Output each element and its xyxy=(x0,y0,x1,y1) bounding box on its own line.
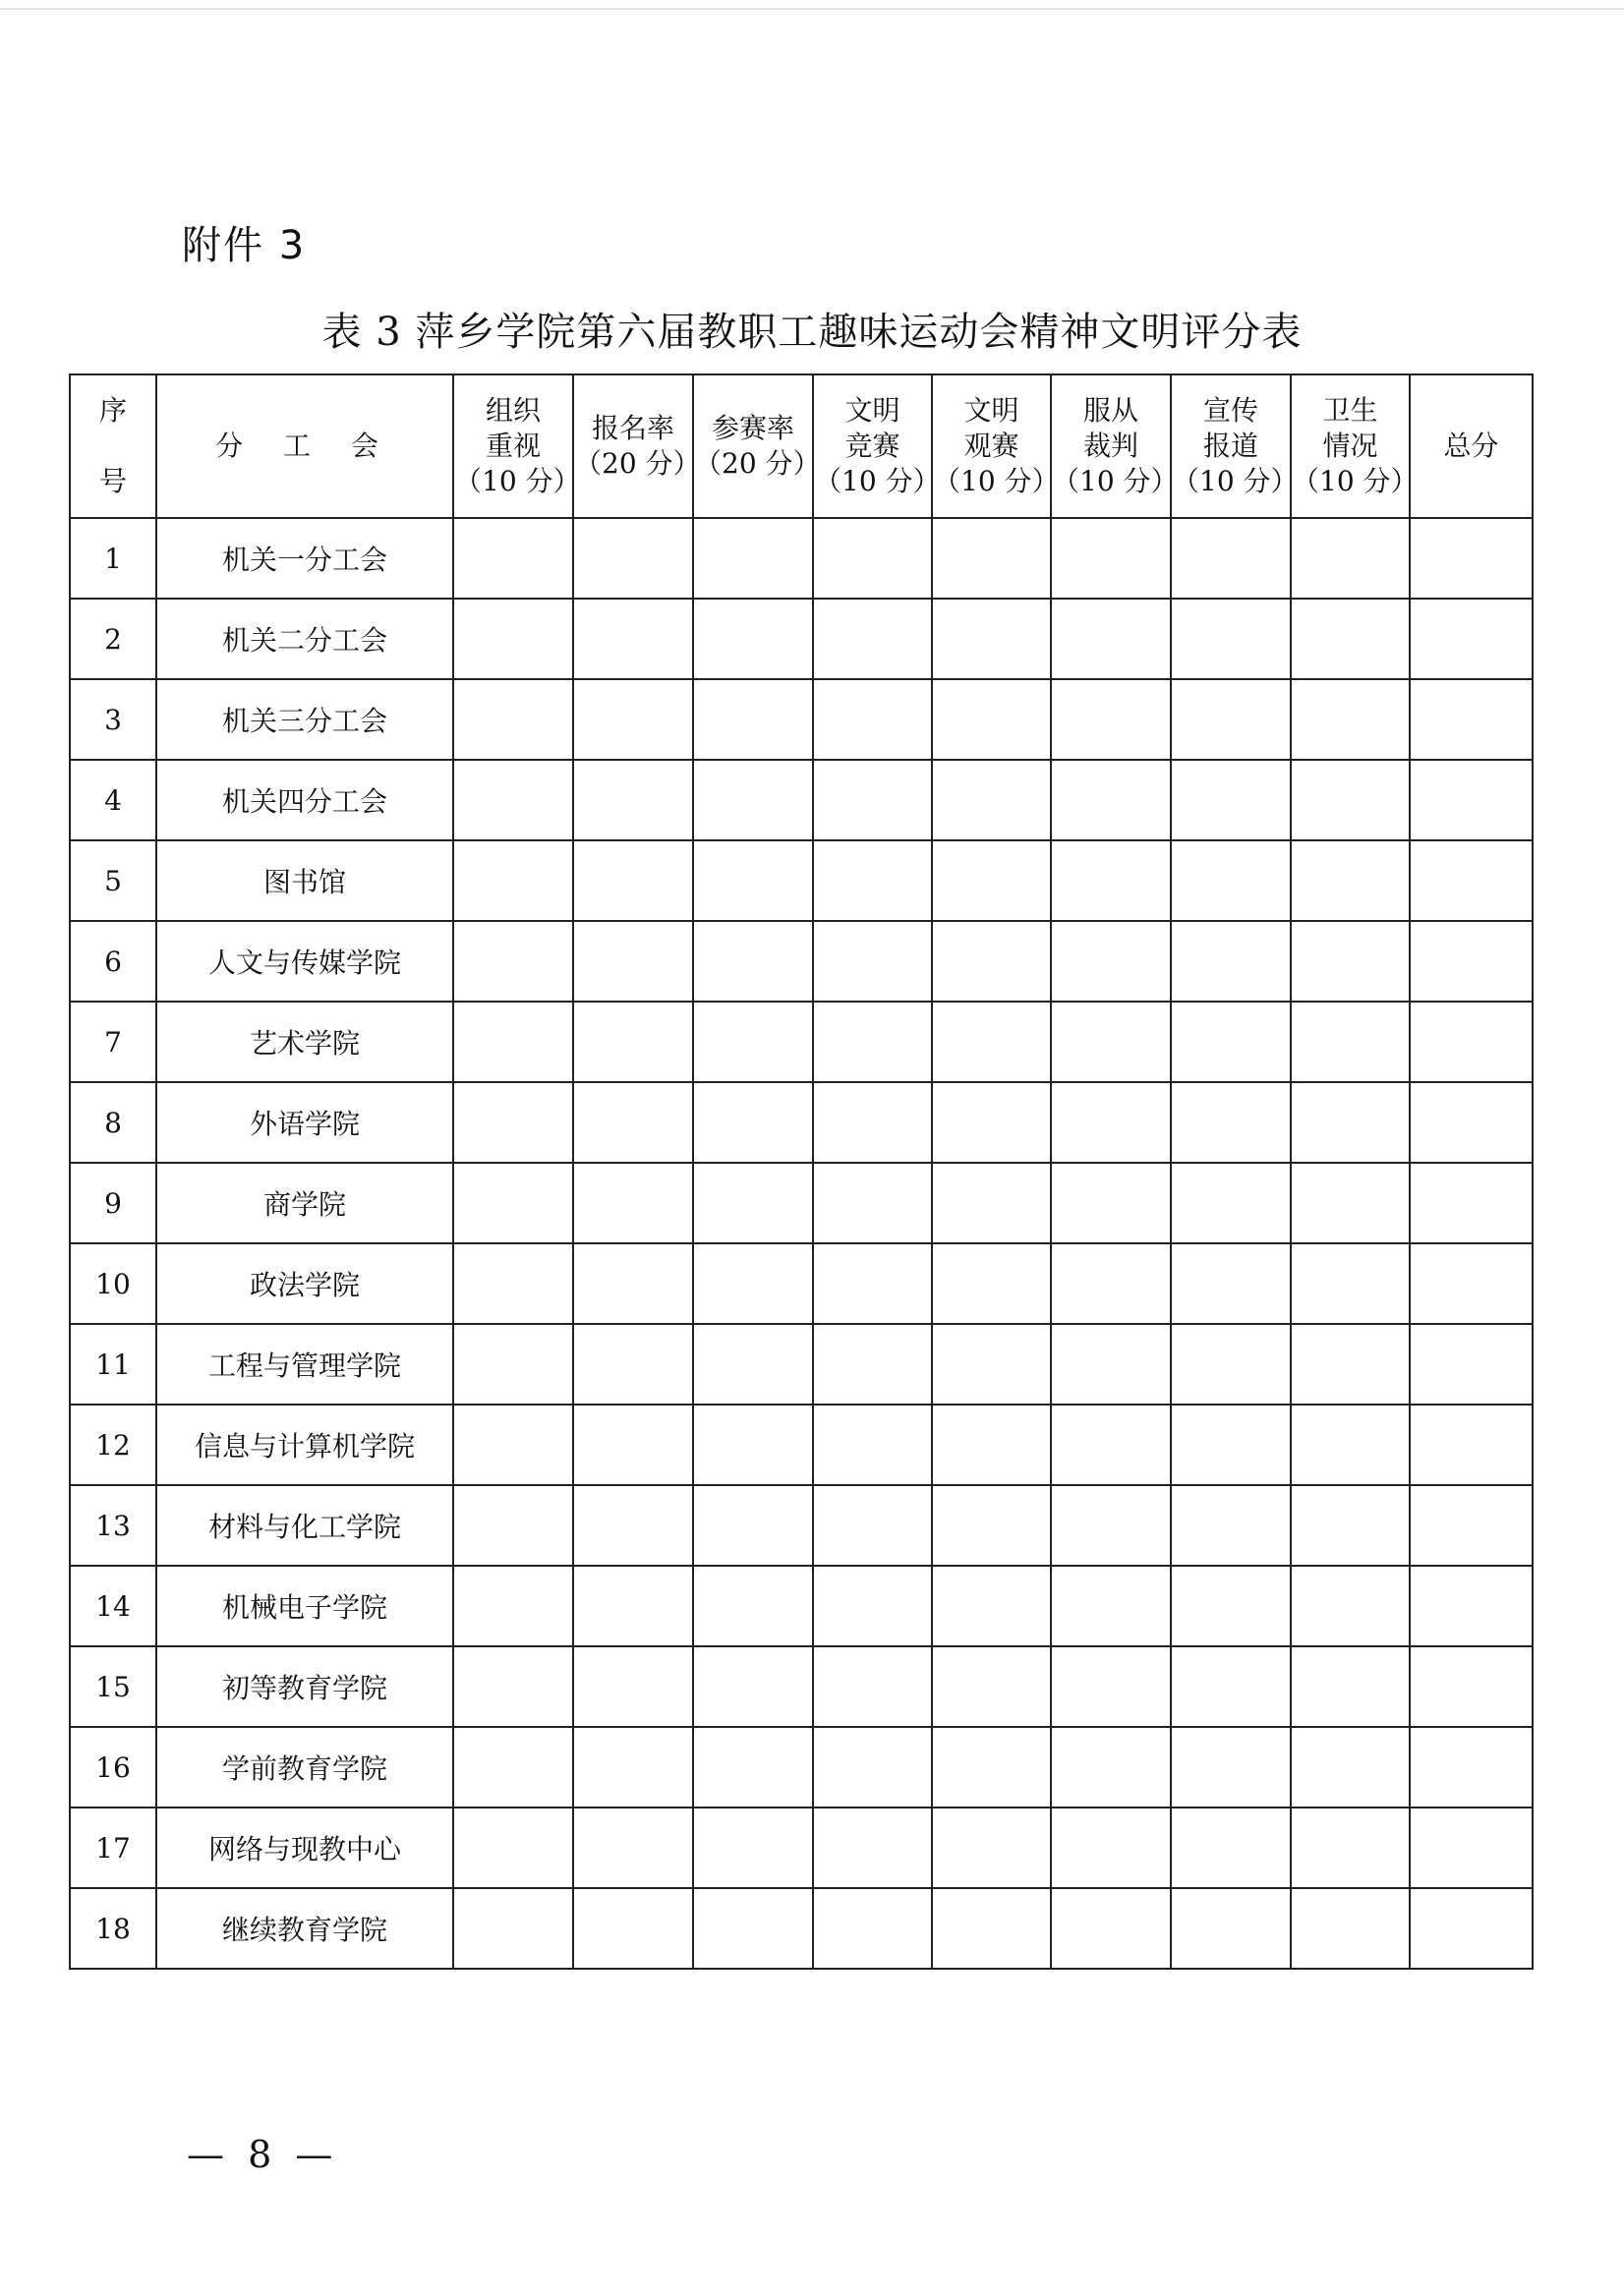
row-seq: 15 xyxy=(70,1646,156,1727)
score-cell[interactable] xyxy=(693,1405,813,1485)
score-cell[interactable] xyxy=(693,840,813,921)
score-cell[interactable] xyxy=(1171,1485,1291,1566)
score-cell[interactable] xyxy=(1410,1727,1533,1808)
score-cell[interactable] xyxy=(453,599,573,679)
score-cell[interactable] xyxy=(813,1163,932,1243)
header-signup: 报名率 （20 分） xyxy=(573,374,693,518)
row-union-name: 政法学院 xyxy=(156,1243,453,1324)
score-cell[interactable] xyxy=(813,1002,932,1082)
score-cell[interactable] xyxy=(813,1727,932,1808)
score-cell[interactable] xyxy=(813,1808,932,1888)
score-cell[interactable] xyxy=(693,679,813,760)
score-cell[interactable] xyxy=(1171,1082,1291,1163)
score-cell[interactable] xyxy=(932,921,1051,1002)
score-cell[interactable] xyxy=(932,760,1051,840)
score-cell[interactable] xyxy=(1410,1888,1533,1969)
row-union-name: 商学院 xyxy=(156,1163,453,1243)
row-union-name: 艺术学院 xyxy=(156,1002,453,1082)
score-cell[interactable] xyxy=(1291,1888,1410,1969)
row-union-name: 继续教育学院 xyxy=(156,1888,453,1969)
score-cell[interactable] xyxy=(1291,840,1410,921)
row-union-name: 工程与管理学院 xyxy=(156,1324,453,1405)
score-cell[interactable] xyxy=(693,518,813,599)
score-cell[interactable] xyxy=(1171,921,1291,1002)
table-row xyxy=(70,1324,1533,1405)
score-cell[interactable] xyxy=(1291,679,1410,760)
score-cell[interactable] xyxy=(453,1808,573,1888)
score-cell[interactable] xyxy=(1410,1405,1533,1485)
score-cell[interactable] xyxy=(453,1566,573,1646)
score-cell[interactable] xyxy=(1291,599,1410,679)
row-union-name: 机关四分工会 xyxy=(156,760,453,840)
row-union-name: 机关二分工会 xyxy=(156,599,453,679)
score-cell[interactable] xyxy=(1410,760,1533,840)
score-cell[interactable] xyxy=(1291,921,1410,1002)
row-union-name: 材料与化工学院 xyxy=(156,1485,453,1566)
table-row xyxy=(70,1002,1533,1082)
score-cell[interactable] xyxy=(1051,1324,1171,1405)
score-cell[interactable] xyxy=(813,760,932,840)
score-cell[interactable] xyxy=(1051,760,1171,840)
table-row xyxy=(70,1405,1533,1485)
score-cell[interactable] xyxy=(573,599,693,679)
score-cell[interactable] xyxy=(453,1082,573,1163)
score-cell[interactable] xyxy=(1051,1727,1171,1808)
row-union-name: 网络与现教中心 xyxy=(156,1808,453,1888)
score-cell[interactable] xyxy=(1410,1082,1533,1163)
score-cell[interactable] xyxy=(573,760,693,840)
score-cell[interactable] xyxy=(1291,1163,1410,1243)
score-cell[interactable] xyxy=(1171,1002,1291,1082)
score-cell[interactable] xyxy=(693,1082,813,1163)
score-cell[interactable] xyxy=(453,1002,573,1082)
score-cell[interactable] xyxy=(573,1566,693,1646)
score-cell[interactable] xyxy=(573,1808,693,1888)
score-cell[interactable] xyxy=(1171,1566,1291,1646)
score-cell[interactable] xyxy=(1291,1002,1410,1082)
score-cell[interactable] xyxy=(693,1485,813,1566)
row-seq: 5 xyxy=(70,840,156,921)
table-row xyxy=(70,1243,1533,1324)
score-cell[interactable] xyxy=(573,1646,693,1727)
score-cell[interactable] xyxy=(1291,1566,1410,1646)
score-cell[interactable] xyxy=(1410,1002,1533,1082)
table-row xyxy=(70,1566,1533,1646)
score-cell[interactable] xyxy=(1291,1324,1410,1405)
score-cell[interactable] xyxy=(573,1243,693,1324)
row-union-name: 图书馆 xyxy=(156,840,453,921)
score-cell[interactable] xyxy=(453,679,573,760)
score-cell[interactable] xyxy=(573,679,693,760)
row-union-name: 机关一分工会 xyxy=(156,518,453,599)
row-seq: 10 xyxy=(70,1243,156,1324)
score-cell[interactable] xyxy=(693,1163,813,1243)
score-cell[interactable] xyxy=(1410,679,1533,760)
score-cell[interactable] xyxy=(1171,679,1291,760)
row-seq: 8 xyxy=(70,1082,156,1163)
row-seq: 2 xyxy=(70,599,156,679)
score-cell[interactable] xyxy=(453,1405,573,1485)
score-cell[interactable] xyxy=(1051,921,1171,1002)
score-cell[interactable] xyxy=(693,1646,813,1727)
score-cell[interactable] xyxy=(932,1646,1051,1727)
score-cell[interactable] xyxy=(1051,518,1171,599)
score-cell[interactable] xyxy=(573,518,693,599)
score-cell[interactable] xyxy=(453,1727,573,1808)
table-row xyxy=(70,599,1533,679)
row-seq: 9 xyxy=(70,1163,156,1243)
row-seq: 18 xyxy=(70,1888,156,1969)
header-obey-referee: 服从 裁判 （10 分） xyxy=(1051,374,1171,518)
score-cell[interactable] xyxy=(453,1324,573,1405)
score-cell[interactable] xyxy=(453,518,573,599)
score-cell[interactable] xyxy=(1410,599,1533,679)
score-cell[interactable] xyxy=(453,1243,573,1324)
score-cell[interactable] xyxy=(693,1002,813,1082)
header-organize: 组织 重视 （10 分） xyxy=(453,374,573,518)
score-cell[interactable] xyxy=(1051,1082,1171,1163)
row-union-name: 信息与计算机学院 xyxy=(156,1405,453,1485)
header-total: 总分 xyxy=(1410,374,1533,518)
row-seq: 3 xyxy=(70,679,156,760)
score-cell[interactable] xyxy=(693,1566,813,1646)
score-cell[interactable] xyxy=(693,599,813,679)
table-row xyxy=(70,840,1533,921)
score-cell[interactable] xyxy=(1051,1243,1171,1324)
score-cell[interactable] xyxy=(1291,1082,1410,1163)
table-row xyxy=(70,1808,1533,1888)
score-cell[interactable] xyxy=(813,599,932,679)
score-cell[interactable] xyxy=(932,1324,1051,1405)
header-civil-watch: 文明 观赛 （10 分） xyxy=(932,374,1051,518)
score-cell[interactable] xyxy=(573,1485,693,1566)
score-cell[interactable] xyxy=(1410,1324,1533,1405)
score-cell[interactable] xyxy=(932,1082,1051,1163)
score-cell[interactable] xyxy=(573,1888,693,1969)
row-seq: 4 xyxy=(70,760,156,840)
score-cell[interactable] xyxy=(813,1243,932,1324)
score-cell[interactable] xyxy=(1171,1405,1291,1485)
score-cell[interactable] xyxy=(453,1163,573,1243)
row-union-name: 学前教育学院 xyxy=(156,1727,453,1808)
header-hygiene: 卫生 情况 （10 分） xyxy=(1291,374,1410,518)
score-cell[interactable] xyxy=(932,1808,1051,1888)
score-cell[interactable] xyxy=(932,1727,1051,1808)
score-cell[interactable] xyxy=(1171,518,1291,599)
row-union-name: 机关三分工会 xyxy=(156,679,453,760)
score-cell[interactable] xyxy=(1171,599,1291,679)
score-cell[interactable] xyxy=(932,518,1051,599)
score-cell[interactable] xyxy=(693,1888,813,1969)
row-seq: 1 xyxy=(70,518,156,599)
score-cell[interactable] xyxy=(1171,840,1291,921)
score-cell[interactable] xyxy=(1291,760,1410,840)
score-cell[interactable] xyxy=(813,1405,932,1485)
score-cell[interactable] xyxy=(1051,1808,1171,1888)
score-cell[interactable] xyxy=(1291,1243,1410,1324)
score-cell[interactable] xyxy=(693,1324,813,1405)
table-row xyxy=(70,1485,1533,1566)
score-cell[interactable] xyxy=(1410,1243,1533,1324)
score-cell[interactable] xyxy=(453,840,573,921)
score-cell[interactable] xyxy=(1051,1646,1171,1727)
header-civil-compete: 文明 竞赛 （10 分） xyxy=(813,374,932,518)
score-cell[interactable] xyxy=(813,518,932,599)
score-cell[interactable] xyxy=(813,1082,932,1163)
score-cell[interactable] xyxy=(813,921,932,1002)
score-cell[interactable] xyxy=(1051,1566,1171,1646)
score-cell[interactable] xyxy=(573,1163,693,1243)
score-cell[interactable] xyxy=(1410,1163,1533,1243)
score-cell[interactable] xyxy=(1291,1727,1410,1808)
score-cell[interactable] xyxy=(1051,1485,1171,1566)
score-cell[interactable] xyxy=(813,1485,932,1566)
score-cell[interactable] xyxy=(1051,1002,1171,1082)
score-cell[interactable] xyxy=(693,760,813,840)
table-row xyxy=(70,760,1533,840)
score-cell[interactable] xyxy=(573,1324,693,1405)
score-cell[interactable] xyxy=(693,1243,813,1324)
score-cell[interactable] xyxy=(1410,518,1533,599)
score-cell[interactable] xyxy=(1410,1485,1533,1566)
score-cell[interactable] xyxy=(932,679,1051,760)
table-row xyxy=(70,1888,1533,1969)
score-cell[interactable] xyxy=(1171,1808,1291,1888)
score-cell[interactable] xyxy=(573,1727,693,1808)
table-row xyxy=(70,1727,1533,1808)
row-union-name: 初等教育学院 xyxy=(156,1646,453,1727)
score-cell[interactable] xyxy=(453,760,573,840)
score-cell[interactable] xyxy=(1171,1163,1291,1243)
score-cell[interactable] xyxy=(1051,1163,1171,1243)
score-cell[interactable] xyxy=(1410,921,1533,1002)
row-seq: 11 xyxy=(70,1324,156,1405)
score-cell[interactable] xyxy=(932,1888,1051,1969)
table-row xyxy=(70,518,1533,599)
score-cell[interactable] xyxy=(813,679,932,760)
score-cell[interactable] xyxy=(1291,1808,1410,1888)
score-cell[interactable] xyxy=(1291,1485,1410,1566)
score-cell[interactable] xyxy=(932,1163,1051,1243)
score-cell[interactable] xyxy=(453,1888,573,1969)
score-cell[interactable] xyxy=(1051,1888,1171,1969)
score-cell[interactable] xyxy=(1171,1888,1291,1969)
score-cell[interactable] xyxy=(693,1727,813,1808)
score-cell[interactable] xyxy=(1051,1405,1171,1485)
score-cell[interactable] xyxy=(573,1002,693,1082)
score-cell[interactable] xyxy=(932,1566,1051,1646)
score-cell[interactable] xyxy=(932,1405,1051,1485)
score-cell[interactable] xyxy=(693,1808,813,1888)
score-cell[interactable] xyxy=(813,1324,932,1405)
table-row xyxy=(70,1082,1533,1163)
row-seq: 16 xyxy=(70,1727,156,1808)
table-title: 表 3 萍乡学院第六届教职工趣味运动会精神文明评分表 xyxy=(321,310,1303,355)
score-cell[interactable] xyxy=(932,1485,1051,1566)
scan-top-edge xyxy=(0,8,1624,10)
header-row xyxy=(70,374,1533,518)
score-cell[interactable] xyxy=(1171,1324,1291,1405)
score-cell[interactable] xyxy=(1171,1243,1291,1324)
table-body xyxy=(70,518,1533,1969)
row-union-name: 外语学院 xyxy=(156,1082,453,1163)
header-publicity: 宣传 报道 （10 分） xyxy=(1171,374,1291,518)
row-seq: 13 xyxy=(70,1485,156,1566)
table-row xyxy=(70,1646,1533,1727)
score-cell[interactable] xyxy=(932,840,1051,921)
score-cell[interactable] xyxy=(573,840,693,921)
table-row xyxy=(70,921,1533,1002)
score-cell[interactable] xyxy=(813,1646,932,1727)
score-cell[interactable] xyxy=(573,1405,693,1485)
row-seq: 17 xyxy=(70,1808,156,1888)
attachment-label: 附件 3 xyxy=(182,223,307,268)
row-seq: 12 xyxy=(70,1405,156,1485)
row-seq: 6 xyxy=(70,921,156,1002)
score-cell[interactable] xyxy=(1291,1405,1410,1485)
page-number: — 8 — xyxy=(187,2133,339,2176)
score-cell[interactable] xyxy=(1171,1727,1291,1808)
score-cell[interactable] xyxy=(573,1082,693,1163)
score-cell[interactable] xyxy=(453,1485,573,1566)
score-cell[interactable] xyxy=(573,921,693,1002)
score-cell[interactable] xyxy=(932,599,1051,679)
score-cell[interactable] xyxy=(932,1002,1051,1082)
score-cell[interactable] xyxy=(1410,1566,1533,1646)
score-cell[interactable] xyxy=(1051,679,1171,760)
header-union: 分 工 会 xyxy=(156,374,453,518)
score-cell[interactable] xyxy=(1051,840,1171,921)
score-cell[interactable] xyxy=(813,840,932,921)
score-cell[interactable] xyxy=(693,921,813,1002)
table-row xyxy=(70,679,1533,760)
score-table xyxy=(69,373,1534,1970)
row-union-name: 人文与传媒学院 xyxy=(156,921,453,1002)
row-union-name: 机械电子学院 xyxy=(156,1566,453,1646)
score-cell[interactable] xyxy=(1291,1646,1410,1727)
score-cell[interactable] xyxy=(1410,840,1533,921)
row-seq: 14 xyxy=(70,1566,156,1646)
header-participation: 参赛率 （20 分） xyxy=(693,374,813,518)
score-cell[interactable] xyxy=(1051,599,1171,679)
score-cell[interactable] xyxy=(453,921,573,1002)
score-cell[interactable] xyxy=(1171,1646,1291,1727)
score-cell[interactable] xyxy=(1410,1808,1533,1888)
score-cell[interactable] xyxy=(813,1888,932,1969)
score-cell[interactable] xyxy=(1291,518,1410,599)
score-cell[interactable] xyxy=(453,1646,573,1727)
header-seq: 序 号 xyxy=(70,374,156,518)
score-cell[interactable] xyxy=(932,1243,1051,1324)
table-row xyxy=(70,1163,1533,1243)
row-seq: 7 xyxy=(70,1002,156,1082)
score-cell[interactable] xyxy=(1171,760,1291,840)
score-cell[interactable] xyxy=(1410,1646,1533,1727)
score-cell[interactable] xyxy=(813,1566,932,1646)
